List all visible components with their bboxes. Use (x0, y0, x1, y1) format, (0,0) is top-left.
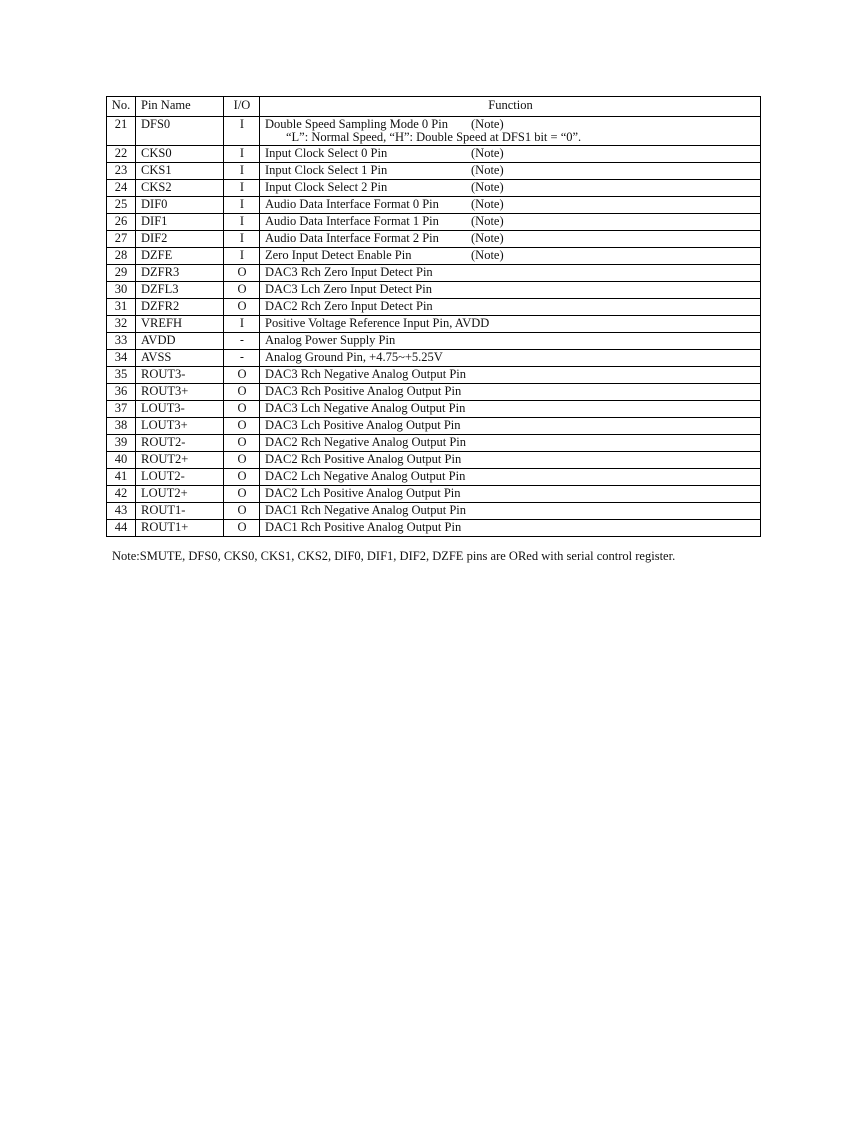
function-description: Analog Power Supply Pin (265, 333, 396, 347)
pin-name-cell: AVDD (136, 333, 224, 350)
table-row (107, 333, 761, 350)
pin-name-cell: AVSS (136, 350, 224, 367)
pin-name-cell: LOUT3+ (136, 418, 224, 435)
table-row (107, 214, 761, 231)
function-description: DAC3 Rch Zero Input Detect Pin (265, 265, 433, 279)
header-function: Function (260, 97, 761, 117)
pin-function-cell (260, 197, 761, 214)
table-row (107, 401, 761, 418)
pin-name-cell: ROUT3+ (136, 384, 224, 401)
pin-io-cell: O (224, 520, 260, 537)
function-note-ref: (Note) (471, 180, 504, 194)
table-row (107, 180, 761, 197)
pin-number-cell: 22 (107, 146, 136, 163)
table-row (107, 469, 761, 486)
pin-number-cell: 26 (107, 214, 136, 231)
table-row (107, 265, 761, 282)
pin-function-cell (260, 299, 761, 316)
pin-number-cell: 27 (107, 231, 136, 248)
table-row (107, 282, 761, 299)
function-description: DAC3 Lch Zero Input Detect Pin (265, 282, 432, 296)
pin-number-cell: 30 (107, 282, 136, 299)
pin-function-cell (260, 367, 761, 384)
pin-name-cell: DIF0 (136, 197, 224, 214)
pin-function-cell (260, 469, 761, 486)
function-note-ref: (Note) (471, 197, 504, 211)
pin-number-cell: 21 (107, 117, 136, 146)
pin-io-cell: I (224, 117, 260, 146)
pin-io-cell: O (224, 486, 260, 503)
table-row (107, 503, 761, 520)
table-row (107, 452, 761, 469)
pin-io-cell: I (224, 214, 260, 231)
table-row (107, 350, 761, 367)
pin-function-cell (260, 503, 761, 520)
pin-io-cell: I (224, 163, 260, 180)
pin-name-cell: LOUT2- (136, 469, 224, 486)
pin-io-cell: O (224, 469, 260, 486)
function-note-ref: (Note) (471, 214, 504, 228)
pin-io-cell: O (224, 401, 260, 418)
function-description: DAC3 Lch Positive Analog Output Pin (265, 418, 461, 432)
pin-number-cell: 25 (107, 197, 136, 214)
function-description: DAC2 Rch Positive Analog Output Pin (265, 452, 462, 466)
table-row (107, 435, 761, 452)
pin-number-cell: 44 (107, 520, 136, 537)
function-description: Audio Data Interface Format 1 Pin (265, 214, 439, 228)
function-description: Input Clock Select 0 Pin (265, 146, 388, 160)
pin-function-cell (260, 520, 761, 537)
pin-io-cell: O (224, 367, 260, 384)
pin-name-cell: VREFH (136, 316, 224, 333)
pin-function-cell (260, 435, 761, 452)
table-row (107, 197, 761, 214)
pin-io-cell: O (224, 299, 260, 316)
pin-name-cell: DIF2 (136, 231, 224, 248)
table-row (107, 299, 761, 316)
pin-name-cell: CKS0 (136, 146, 224, 163)
function-description: DAC2 Lch Negative Analog Output Pin (265, 469, 466, 483)
header-io: I/O (224, 97, 260, 117)
pin-number-cell: 33 (107, 333, 136, 350)
table-header-row (107, 97, 761, 117)
pin-io-cell: I (224, 316, 260, 333)
table-row (107, 367, 761, 384)
pin-function-cell (260, 282, 761, 299)
pin-function-cell (260, 117, 761, 146)
pin-description-table (106, 96, 761, 537)
pin-name-cell: ROUT1+ (136, 520, 224, 537)
pin-number-cell: 23 (107, 163, 136, 180)
table-row (107, 248, 761, 265)
function-description: Analog Ground Pin, +4.75~+5.25V (265, 350, 443, 364)
pin-function-cell (260, 333, 761, 350)
function-description: DAC1 Rch Negative Analog Output Pin (265, 503, 467, 517)
pin-io-cell: I (224, 180, 260, 197)
pin-io-cell: O (224, 503, 260, 520)
pin-io-cell: O (224, 282, 260, 299)
function-note-ref: (Note) (471, 163, 504, 177)
pin-name-cell: ROUT1- (136, 503, 224, 520)
function-description: DAC3 Rch Positive Analog Output Pin (265, 384, 462, 398)
function-note-ref: (Note) (471, 231, 504, 245)
pin-function-cell (260, 180, 761, 197)
function-description: Input Clock Select 1 Pin (265, 163, 388, 177)
pin-number-cell: 24 (107, 180, 136, 197)
function-description: DAC3 Rch Negative Analog Output Pin (265, 367, 467, 381)
pin-number-cell: 40 (107, 452, 136, 469)
pin-function-cell (260, 231, 761, 248)
function-description: Double Speed Sampling Mode 0 Pin (265, 117, 448, 131)
function-note-ref: (Note) (471, 146, 504, 160)
table-row (107, 316, 761, 333)
pin-function-cell (260, 146, 761, 163)
pin-function-cell (260, 384, 761, 401)
pin-name-cell: DZFL3 (136, 282, 224, 299)
pin-function-cell (260, 418, 761, 435)
pin-function-cell (260, 248, 761, 265)
pin-io-cell: O (224, 265, 260, 282)
pin-name-cell: CKS1 (136, 163, 224, 180)
pin-function-cell (260, 401, 761, 418)
pin-function-cell (260, 316, 761, 333)
pin-io-cell: I (224, 146, 260, 163)
function-description: DAC2 Rch Zero Input Detect Pin (265, 299, 433, 313)
pin-number-cell: 31 (107, 299, 136, 316)
pin-name-cell: LOUT3- (136, 401, 224, 418)
pin-name-cell: DZFR2 (136, 299, 224, 316)
pin-io-cell: O (224, 435, 260, 452)
function-description: DAC1 Rch Positive Analog Output Pin (265, 520, 462, 534)
pin-io-cell: O (224, 384, 260, 401)
pin-name-cell: DZFR3 (136, 265, 224, 282)
function-description: DAC2 Rch Negative Analog Output Pin (265, 435, 467, 449)
footnote: Note:SMUTE, DFS0, CKS0, CKS1, CKS2, DIF0, DIF1, DIF2, DZFE pins are ORed with serial control register. (112, 549, 676, 563)
pin-function-cell (260, 214, 761, 231)
function-description: DAC3 Lch Negative Analog Output Pin (265, 401, 466, 415)
pin-name-cell: ROUT2+ (136, 452, 224, 469)
function-note-ref: (Note) (471, 117, 504, 131)
function-description: Zero Input Detect Enable Pin (265, 248, 412, 262)
function-description: Audio Data Interface Format 2 Pin (265, 231, 439, 245)
pin-function-cell (260, 350, 761, 367)
table-row (107, 163, 761, 180)
pin-io-cell: I (224, 248, 260, 265)
pin-function-cell (260, 486, 761, 503)
pin-number-cell: 37 (107, 401, 136, 418)
pin-io-cell: O (224, 418, 260, 435)
function-description: Audio Data Interface Format 0 Pin (265, 197, 439, 211)
pin-io-cell: I (224, 231, 260, 248)
pin-name-cell: CKS2 (136, 180, 224, 197)
table-row (107, 520, 761, 537)
table-row (107, 146, 761, 163)
pin-name-cell: DFS0 (136, 117, 224, 146)
pin-io-cell: O (224, 452, 260, 469)
table-row (107, 384, 761, 401)
table-row (107, 231, 761, 248)
pin-number-cell: 42 (107, 486, 136, 503)
function-description: Input Clock Select 2 Pin (265, 180, 388, 194)
pin-number-cell: 29 (107, 265, 136, 282)
function-description: Positive Voltage Reference Input Pin, AVDD (265, 316, 490, 330)
pin-number-cell: 43 (107, 503, 136, 520)
table-row (107, 418, 761, 435)
pin-name-cell: LOUT2+ (136, 486, 224, 503)
pin-number-cell: 32 (107, 316, 136, 333)
pin-number-cell: 35 (107, 367, 136, 384)
header-no: No. (107, 97, 136, 117)
function-description: DAC2 Lch Positive Analog Output Pin (265, 486, 461, 500)
pin-io-cell: I (224, 197, 260, 214)
pin-number-cell: 39 (107, 435, 136, 452)
pin-function-cell (260, 452, 761, 469)
pin-name-cell: ROUT3- (136, 367, 224, 384)
table-row (107, 117, 761, 146)
pin-function-cell (260, 163, 761, 180)
pin-number-cell: 38 (107, 418, 136, 435)
header-pin-name: Pin Name (136, 97, 224, 117)
pin-number-cell: 28 (107, 248, 136, 265)
pin-number-cell: 41 (107, 469, 136, 486)
table-row (107, 486, 761, 503)
pin-number-cell: 36 (107, 384, 136, 401)
function-detail: “L”: Normal Speed, “H”: Double Speed at DFS1 bit = “0”. (286, 130, 582, 144)
function-note-ref: (Note) (471, 248, 504, 262)
pin-name-cell: ROUT2- (136, 435, 224, 452)
pin-function-cell (260, 265, 761, 282)
pin-io-cell: - (224, 350, 260, 367)
pin-name-cell: DIF1 (136, 214, 224, 231)
pin-name-cell: DZFE (136, 248, 224, 265)
pin-number-cell: 34 (107, 350, 136, 367)
table-body (107, 117, 761, 537)
pin-io-cell: - (224, 333, 260, 350)
